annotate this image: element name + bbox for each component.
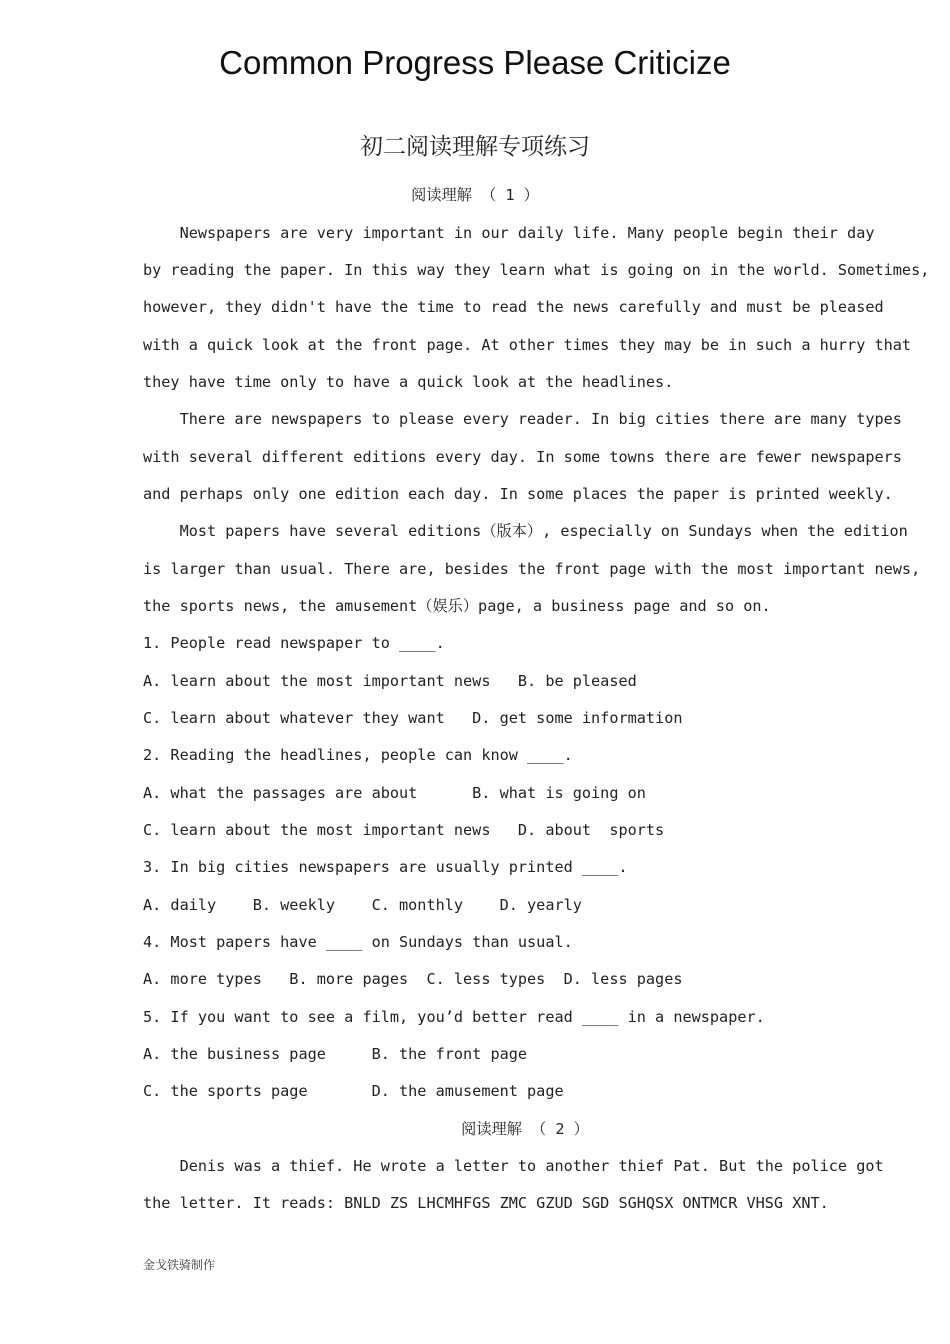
passage-2-line: Denis was a thief. He wrote a letter to another thief Pat. But the police got	[143, 1157, 884, 1175]
passage-1-line: with a quick look at the front page. At other times they may be in such a hurry that	[143, 336, 912, 354]
question-4: 4. Most papers have ____ on Sundays than usual.	[143, 933, 573, 951]
passage-1-line: is larger than usual. There are, besides the front page with the most important news,	[143, 560, 921, 578]
passage-1-line: the sports news, the amusement（娱乐）page, a business page and so on.	[143, 597, 771, 615]
document-title: 初二阅读理解专项练习	[360, 134, 590, 160]
section-1-heading: 阅读理解 （ 1 ）	[411, 186, 539, 204]
passage-1-line: with several different editions every day. In some towns there are fewer newspapers	[143, 448, 902, 466]
question-5: 5. If you want to see a film, you’d better read ____ in a newspaper.	[143, 1008, 765, 1026]
passage-1-line: and perhaps only one edition each day. In some places the paper is printed weekly.	[143, 485, 893, 503]
passage-1-line: however, they didn't have the time to read the news carefully and must be pleased	[143, 298, 884, 316]
passage-1-line: Newspapers are very important in our daily life. Many people begin their day	[143, 224, 875, 242]
question-5-options: A. the business page B. the front page	[143, 1045, 528, 1063]
passage-1-line: Most papers have several editions（版本）, especially on Sundays when the edition	[143, 522, 908, 540]
question-5-options: C. the sports page D. the amusement page	[143, 1082, 564, 1100]
section-2-heading: 阅读理解 （ 2 ）	[461, 1120, 589, 1138]
question-2: 2. Reading the headlines, people can know ____.	[143, 746, 573, 764]
passage-1-line: by reading the paper. In this way they learn what is going on in the world. Sometimes,	[143, 261, 930, 279]
question-1-options: A. learn about the most important news B. be pleased	[143, 672, 637, 690]
question-2-options: C. learn about the most important news D. about sports	[143, 821, 665, 839]
question-2-options: A. what the passages are about B. what is going on	[143, 784, 646, 802]
passage-1-line: There are newspapers to please every reader. In big cities there are many types	[143, 410, 902, 428]
question-4-options: A. more types B. more pages C. less types D. less pages	[143, 970, 683, 988]
question-3: 3. In big cities newspapers are usually printed ____.	[143, 858, 628, 876]
footer-text: 金戈铁骑制作	[143, 1258, 216, 1272]
page-header-title: Common Progress Please Criticize	[219, 44, 731, 81]
passage-1-line: they have time only to have a quick look at the headlines.	[143, 373, 674, 391]
question-3-options: A. daily B. weekly C. monthly D. yearly	[143, 896, 582, 914]
question-1: 1. People read newspaper to ____.	[143, 634, 445, 652]
passage-2-line: the letter. It reads: BNLD ZS LHCMHFGS ZMC GZUD SGD SGHQSX ONTMCR VHSG XNT.	[143, 1194, 829, 1212]
question-1-options: C. learn about whatever they want D. get some information	[143, 709, 683, 727]
